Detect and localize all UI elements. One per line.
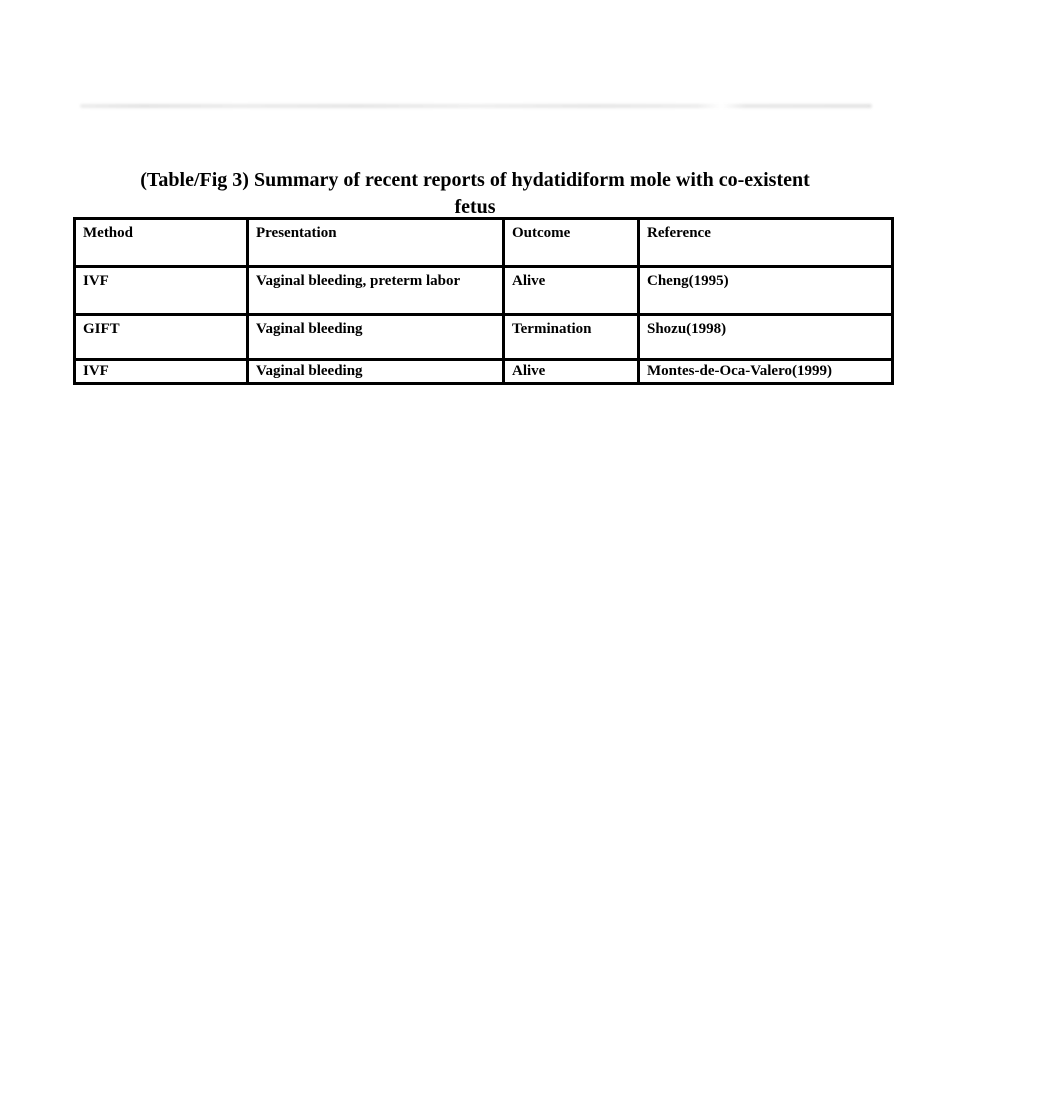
table-title-line2: fetus [454,196,496,218]
cell-presentation-text: Vaginal bleeding, preterm labor [256,273,461,289]
cell-method: IVF [75,360,248,384]
cell-method: IVF [75,267,248,315]
table-header-row [75,219,893,267]
table-title-line1: (Table/Fig 3) Summary of recent reports of hydatidiform mole with co-existent [140,169,810,191]
header-cell-reference: Reference [639,219,893,267]
summary-table [73,217,894,385]
header-cell-presentation: Presentation [248,219,504,267]
faded-scan-artifact-line [80,104,872,108]
cell-presentation: Vaginal bleeding [248,360,504,384]
cell-outcome: Termination [504,315,639,360]
cell-reference: Cheng(1995) [639,267,893,315]
cell-reference: Montes-de-Oca-Valero(1999) [639,360,893,384]
cell-outcome: Alive [504,360,639,384]
table-row [75,267,893,315]
table-title [0,167,950,221]
table-row [75,315,893,360]
cell-outcome: Alive [504,267,639,315]
header-cell-method: Method [75,219,248,267]
cell-presentation: Vaginal bleeding [248,315,504,360]
cell-method: GIFT [75,315,248,360]
cell-reference: Shozu(1998) [639,315,893,360]
table-row [75,360,893,384]
header-cell-outcome: Outcome [504,219,639,267]
cell-presentation [248,267,504,315]
